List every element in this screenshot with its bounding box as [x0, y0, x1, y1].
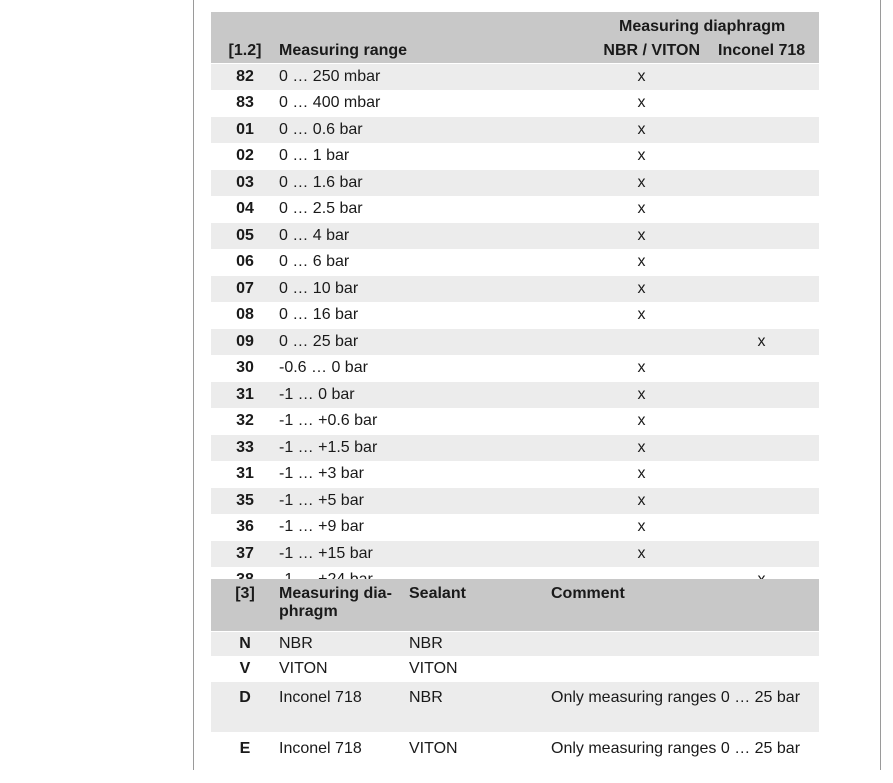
range-value-cell: 0 … 1 bar — [279, 143, 579, 170]
table-row — [211, 733, 819, 783]
nbr-viton-mark — [579, 329, 704, 356]
inconel-mark — [704, 488, 819, 515]
inconel-mark — [704, 196, 819, 223]
range-code-cell: 37 — [211, 541, 279, 568]
nbr-viton-mark: x — [579, 488, 704, 515]
code-column-header: [1.2] — [211, 39, 279, 64]
comment-cell: Only measuring ranges 0 … 25 bar — [551, 682, 819, 733]
table-row — [211, 143, 819, 170]
range-value-cell: 0 … 250 mbar — [279, 64, 579, 91]
page-frame-right-line — [880, 0, 881, 770]
table-row — [211, 276, 819, 303]
nbr-viton-mark: x — [579, 461, 704, 488]
range-value-cell: 0 … 2.5 bar — [279, 196, 579, 223]
range-value-cell: 0 … 25 bar — [279, 329, 579, 356]
table-row — [211, 117, 819, 144]
table-row — [211, 329, 819, 356]
table-row — [211, 435, 819, 462]
range-code-cell: 82 — [211, 64, 279, 91]
nbr-viton-mark: x — [579, 90, 704, 117]
range-value-cell: 0 … 1.6 bar — [279, 170, 579, 197]
range-value-cell: 0 … 16 bar — [279, 302, 579, 329]
nbr-viton-mark: x — [579, 355, 704, 382]
table-row — [211, 657, 819, 682]
diaphragm-code-column-header: [3] — [211, 579, 279, 632]
inconel-mark — [704, 143, 819, 170]
nbr-viton-mark: x — [579, 276, 704, 303]
table-row — [211, 488, 819, 515]
diaphragm-code-cell: D — [211, 682, 279, 733]
diaphragm-code-cell: N — [211, 632, 279, 657]
nbr-viton-mark: x — [579, 223, 704, 250]
nbr-viton-mark: x — [579, 302, 704, 329]
inconel-mark — [704, 170, 819, 197]
table-row — [211, 249, 819, 276]
range-value-cell: 0 … 0.6 bar — [279, 117, 579, 144]
range-code-cell: 09 — [211, 329, 279, 356]
table-row — [211, 632, 819, 657]
range-value-cell: -1 … 0 bar — [279, 382, 579, 409]
diaphragm-material-cell: Inconel 718 — [279, 682, 409, 733]
range-code-cell: 83 — [211, 90, 279, 117]
nbr-viton-mark: x — [579, 143, 704, 170]
inconel-mark — [704, 276, 819, 303]
comment-cell: Only measuring ranges 0 … 25 bar — [551, 733, 819, 783]
inconel-mark: x — [704, 329, 819, 356]
table-row — [211, 682, 819, 733]
range-code-cell: 35 — [211, 488, 279, 515]
comment-cell — [551, 657, 819, 682]
range-code-cell: 03 — [211, 170, 279, 197]
sealant-cell: NBR — [409, 682, 551, 733]
nbr-viton-mark: x — [579, 541, 704, 568]
inconel-mark — [704, 117, 819, 144]
sealant-cell: VITON — [409, 657, 551, 682]
inconel-column-header: Inconel 718 — [704, 39, 819, 64]
range-code-cell: 36 — [211, 514, 279, 541]
table-row — [211, 64, 819, 91]
range-code-cell: 30 — [211, 355, 279, 382]
range-value-cell: -1 … +0.6 bar — [279, 408, 579, 435]
inconel-mark — [704, 541, 819, 568]
range-code-cell: 01 — [211, 117, 279, 144]
table-row — [211, 223, 819, 250]
sealant-column-header: Sealant — [409, 579, 551, 632]
nbr-viton-mark: x — [579, 382, 704, 409]
diaphragm-material-cell: VITON — [279, 657, 409, 682]
table-row — [211, 408, 819, 435]
diaphragm-table-header-row — [211, 579, 819, 632]
inconel-mark — [704, 249, 819, 276]
range-code-cell: 31 — [211, 461, 279, 488]
range-code-cell: 32 — [211, 408, 279, 435]
nbr-viton-mark: x — [579, 435, 704, 462]
nbr-viton-column-header: NBR / VITON — [579, 39, 704, 64]
nbr-viton-mark: x — [579, 64, 704, 91]
range-value-cell: 0 … 4 bar — [279, 223, 579, 250]
nbr-viton-mark: x — [579, 408, 704, 435]
range-code-cell: 08 — [211, 302, 279, 329]
page-frame-left-line — [193, 0, 194, 770]
table-row — [211, 302, 819, 329]
inconel-mark — [704, 64, 819, 91]
range-value-cell: 0 … 10 bar — [279, 276, 579, 303]
range-value-cell: 0 … 400 mbar — [279, 90, 579, 117]
inconel-mark — [704, 461, 819, 488]
range-value-cell: -1 … +15 bar — [279, 541, 579, 568]
sealant-cell: NBR — [409, 632, 551, 657]
diaphragm-material-cell: NBR — [279, 632, 409, 657]
inconel-mark — [704, 435, 819, 462]
comment-cell — [551, 632, 819, 657]
range-value-cell: -1 … +9 bar — [279, 514, 579, 541]
range-value-cell: 0 … 6 bar — [279, 249, 579, 276]
table-row — [211, 90, 819, 117]
table-row — [211, 170, 819, 197]
diaphragm-material-cell: Inconel 718 — [279, 733, 409, 783]
comment-column-header: Comment — [551, 579, 819, 632]
diaphragm-column-header: Measuring dia-phragm — [279, 579, 409, 632]
range-code-cell: 33 — [211, 435, 279, 462]
range-value-cell: -0.6 … 0 bar — [279, 355, 579, 382]
diaphragm-code-cell: V — [211, 657, 279, 682]
range-code-cell: 02 — [211, 143, 279, 170]
range-code-cell: 04 — [211, 196, 279, 223]
range-code-cell: 07 — [211, 276, 279, 303]
table-row — [211, 461, 819, 488]
measuring-diaphragm-table — [211, 579, 819, 783]
inconel-mark — [704, 382, 819, 409]
inconel-mark — [704, 302, 819, 329]
inconel-mark — [704, 90, 819, 117]
measuring-diaphragm-header: Measuring diaphragm — [579, 12, 819, 39]
sealant-cell: VITON — [409, 733, 551, 783]
nbr-viton-mark: x — [579, 196, 704, 223]
inconel-mark — [704, 408, 819, 435]
diaphragm-code-cell: E — [211, 733, 279, 783]
inconel-mark — [704, 355, 819, 382]
nbr-viton-mark: x — [579, 170, 704, 197]
range-code-cell: 06 — [211, 249, 279, 276]
table-row — [211, 382, 819, 409]
table-row — [211, 514, 819, 541]
nbr-viton-mark: x — [579, 514, 704, 541]
measuring-range-column-header: Measuring range — [279, 39, 579, 64]
inconel-mark — [704, 514, 819, 541]
table-row — [211, 196, 819, 223]
range-code-cell: 31 — [211, 382, 279, 409]
range-value-cell: -1 … +3 bar — [279, 461, 579, 488]
range-table-super-header-row — [211, 12, 819, 39]
range-table-header-row — [211, 39, 819, 64]
table-row — [211, 541, 819, 568]
measuring-range-table — [211, 12, 819, 593]
inconel-mark — [704, 223, 819, 250]
table-row — [211, 355, 819, 382]
range-value-cell: -1 … +1.5 bar — [279, 435, 579, 462]
range-value-cell: -1 … +5 bar — [279, 488, 579, 515]
nbr-viton-mark: x — [579, 249, 704, 276]
nbr-viton-mark: x — [579, 117, 704, 144]
range-code-cell: 05 — [211, 223, 279, 250]
